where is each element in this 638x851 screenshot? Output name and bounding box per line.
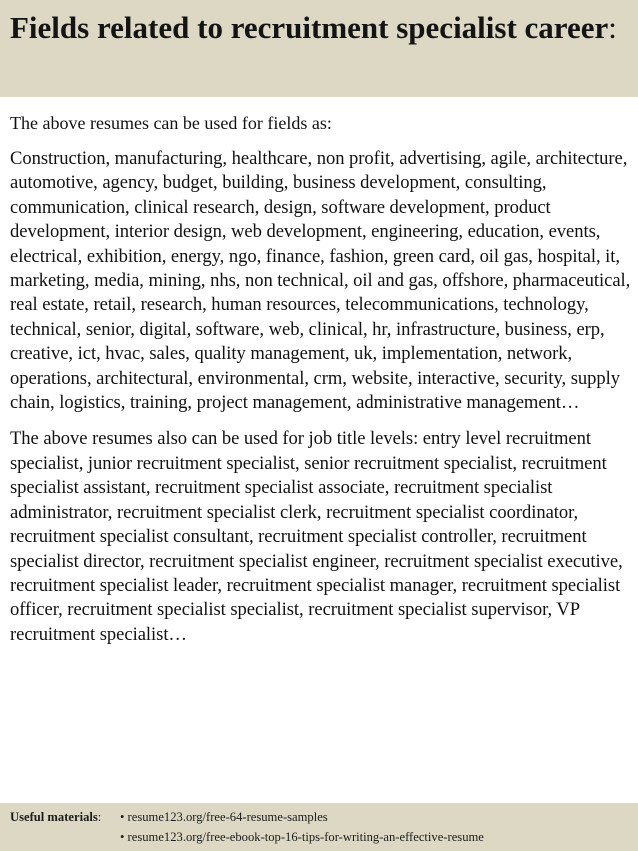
main-content — [10, 111, 634, 659]
footer-link-ebook-tips[interactable]: • resume123.org/free-ebook-top-16-tips-for-writing-an-effective-resume — [120, 830, 484, 844]
footer-row-2 — [10, 827, 628, 847]
fields-paragraph: Construction, manufacturing, healthcare, non profit, advertising, agile, architecture, automotive, agency, budget, building, business development, consulting, communication, clinical research, design, software development, product development, interior design, web development, engineering, education, events, electrical, exhibition, energy, ngo, finance, fashion, green card, oil gas, hospital, it, marketing, media, mining, nhs, non technical, oil and gas, offshore, pharmaceutical, real estate, retail, research, human resources, telecommunications, technology, technical, senior, digital, software, web, clinical, hr, infrastructure, business, erp, creative, ict, hvac, sales, quality management, uk, implementation, network, operations, architectural, environmental, crm, website, interactive, security, supply chain, logistics, training, project management, administrative management… — [10, 148, 631, 414]
page-title — [10, 8, 628, 48]
slide-header — [0, 0, 638, 97]
useful-materials-label-text: Useful materials — [10, 810, 98, 824]
footer-row-1 — [10, 807, 628, 827]
footer-label-spacer — [10, 827, 120, 847]
slide-footer — [0, 803, 638, 851]
page-title-text: Fields related to recruitment specialist career — [10, 10, 609, 45]
intro-text: The above resumes can be used for fields as: — [10, 113, 332, 133]
useful-materials-label-colon: : — [97, 810, 102, 824]
useful-materials-label — [10, 807, 120, 827]
page-title-colon: : — [608, 10, 617, 45]
footer-link-resume-samples[interactable]: • resume123.org/free-64-resume-samples — [120, 810, 328, 824]
job-levels-paragraph: The above resumes also can be used for job title levels: entry level recruitment specialist, junior recruitment specialist, senior recruitment specialist, recruitment specialist assistant, recruitment specialist associate, recruitment specialist administrator, recruitment specialist clerk, recruitment specialist coordinator, recruitment specialist consultant, recruitment specialist controller, recruitment specialist director, recruitment specialist engineer, recruitment specialist executive, recruitment specialist leader, recruitment specialist manager, recruitment specialist officer, recruitment specialist specialist, recruitment specialist supervisor, VP recruitment specialist… — [10, 428, 623, 645]
